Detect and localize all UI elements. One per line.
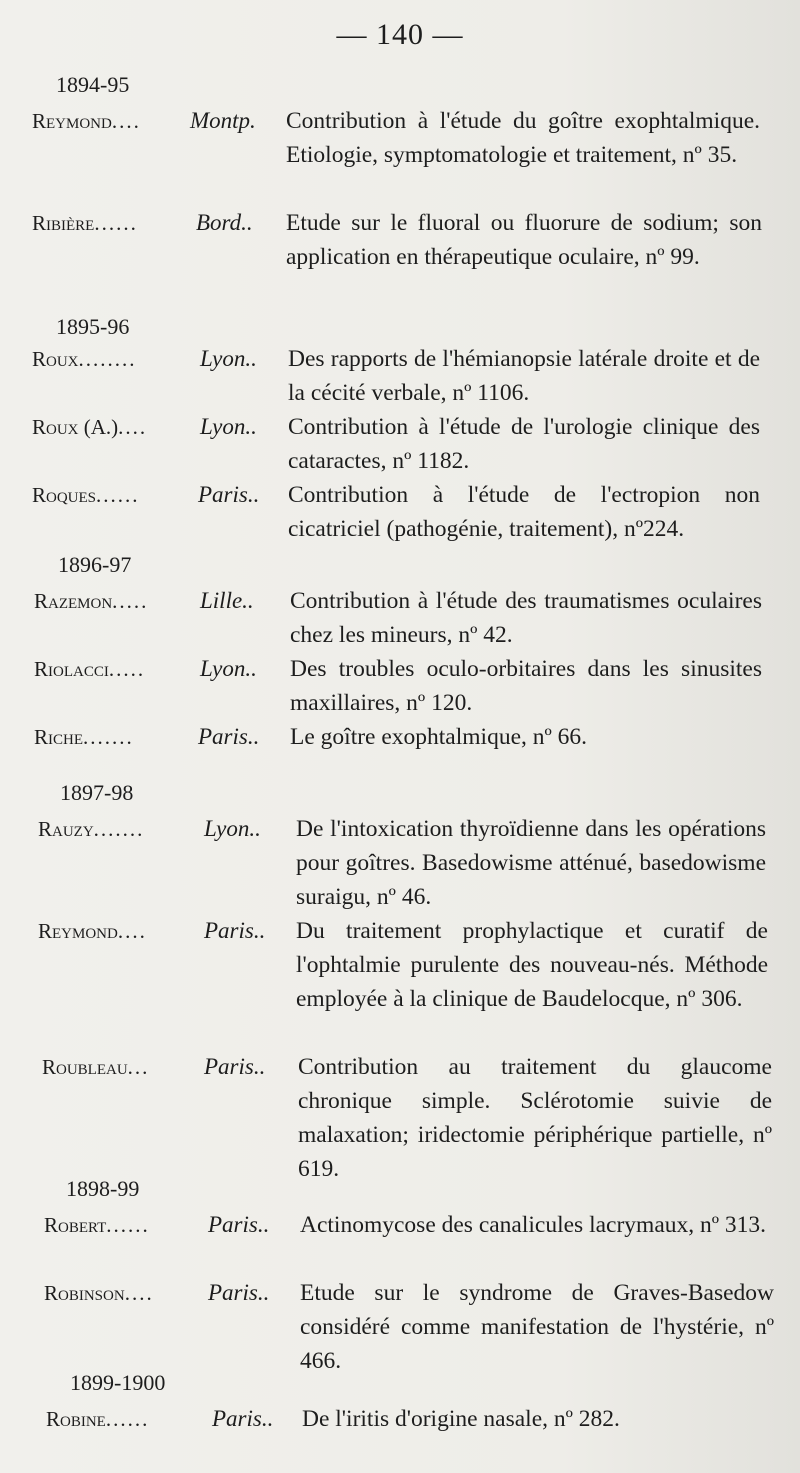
author-name: Robine...... [46,1407,150,1431]
thesis-title: Des rapports de l'hémianopsie latérale droite et de la cécité verbale, nº 1106. [288,346,760,406]
city: Paris.. [208,1212,270,1237]
thesis-title: Des troubles oculo-orbitaires dans les sinusites maxillaires, nº 120. [290,656,762,716]
city: Lyon.. [200,346,257,371]
thesis-title: Le goître exophtalmique, nº 66. [290,724,588,750]
city: Paris.. [204,918,266,943]
author-name: Riche....... [34,725,134,749]
thesis-title: Etude sur le fluoral ou fluorure de sodium; son application en thérapeutique oculaire, nº 99. [286,210,762,270]
thesis-title: Contribution à l'étude du goître exophtalmique. Etiologie, symptomatologie et traitement, nº 35. [286,108,760,168]
year-heading: 1896-97 [58,552,132,577]
city: Lyon.. [200,656,257,681]
page-number: — 140 — [336,18,464,51]
author-name: Roux........ [32,347,137,371]
city: Paris.. [198,724,260,749]
author-name: Roques...... [32,483,140,507]
author-name: Reymond.... [38,919,147,943]
author-name: Riolacci..... [34,657,146,681]
city: Bord.. [196,210,253,235]
thesis-title: Actinomycose des canalicules lacrymaux, nº 313. [300,1212,767,1238]
thesis-title: De l'intoxication thyroïdienne dans les opérations pour goîtres. Basedowisme atténué, basedowisme suraigu, nº 46. [296,816,766,910]
city: Paris.. [208,1280,270,1305]
year-heading: 1898-99 [66,1176,140,1201]
city: Paris.. [204,1054,266,1079]
year-heading: 1897-98 [60,780,134,805]
city: Lyon.. [204,816,261,841]
year-heading: 1899-1900 [70,1370,166,1395]
author-name: Robert...... [44,1213,150,1237]
city: Lille.. [200,588,254,613]
author-name: Reymond.... [32,109,141,133]
year-heading: 1895-96 [56,314,130,339]
thesis-title: Etude sur le syndrome de Graves-Basedow considéré comme manifestation de l'hystérie, nº 466. [300,1280,774,1374]
city: Montp. [190,108,256,133]
thesis-title: Contribution à l'étude des traumatismes oculaires chez les mineurs, nº 42. [290,588,762,648]
city: Paris.. [212,1406,274,1431]
thesis-title: Contribution au traitement du glaucome chronique simple. Sclérotomie suivie de malaxation; iridectomie périphérique partielle, nº 619. [298,1054,772,1182]
thesis-title: Du traitement prophylactique et curatif de l'ophtalmie purulente des nouveau-nés. Méthode employée à la clinique de Baudelocque, nº 306. [296,918,768,1012]
city: Lyon.. [200,414,257,439]
author-name: Robinson.... [44,1281,154,1305]
author-name: Ribière...... [32,211,138,235]
year-heading: 1894-95 [56,72,130,97]
author-name: Roubleau... [42,1055,150,1079]
thesis-title: Contribution à l'étude de l'ectropion non cicatriciel (pathogénie, traitement), nº224. [288,482,760,542]
author-name: Rauzy....... [38,817,145,841]
thesis-title: Contribution à l'étude de l'urologie clinique des cataractes, nº 1182. [288,414,760,474]
thesis-title: De l'iritis d'origine nasale, nº 282. [302,1406,620,1432]
city: Paris.. [198,482,260,507]
author-name: Roux (A.).... [32,415,148,439]
author-name: Razemon..... [34,589,149,613]
